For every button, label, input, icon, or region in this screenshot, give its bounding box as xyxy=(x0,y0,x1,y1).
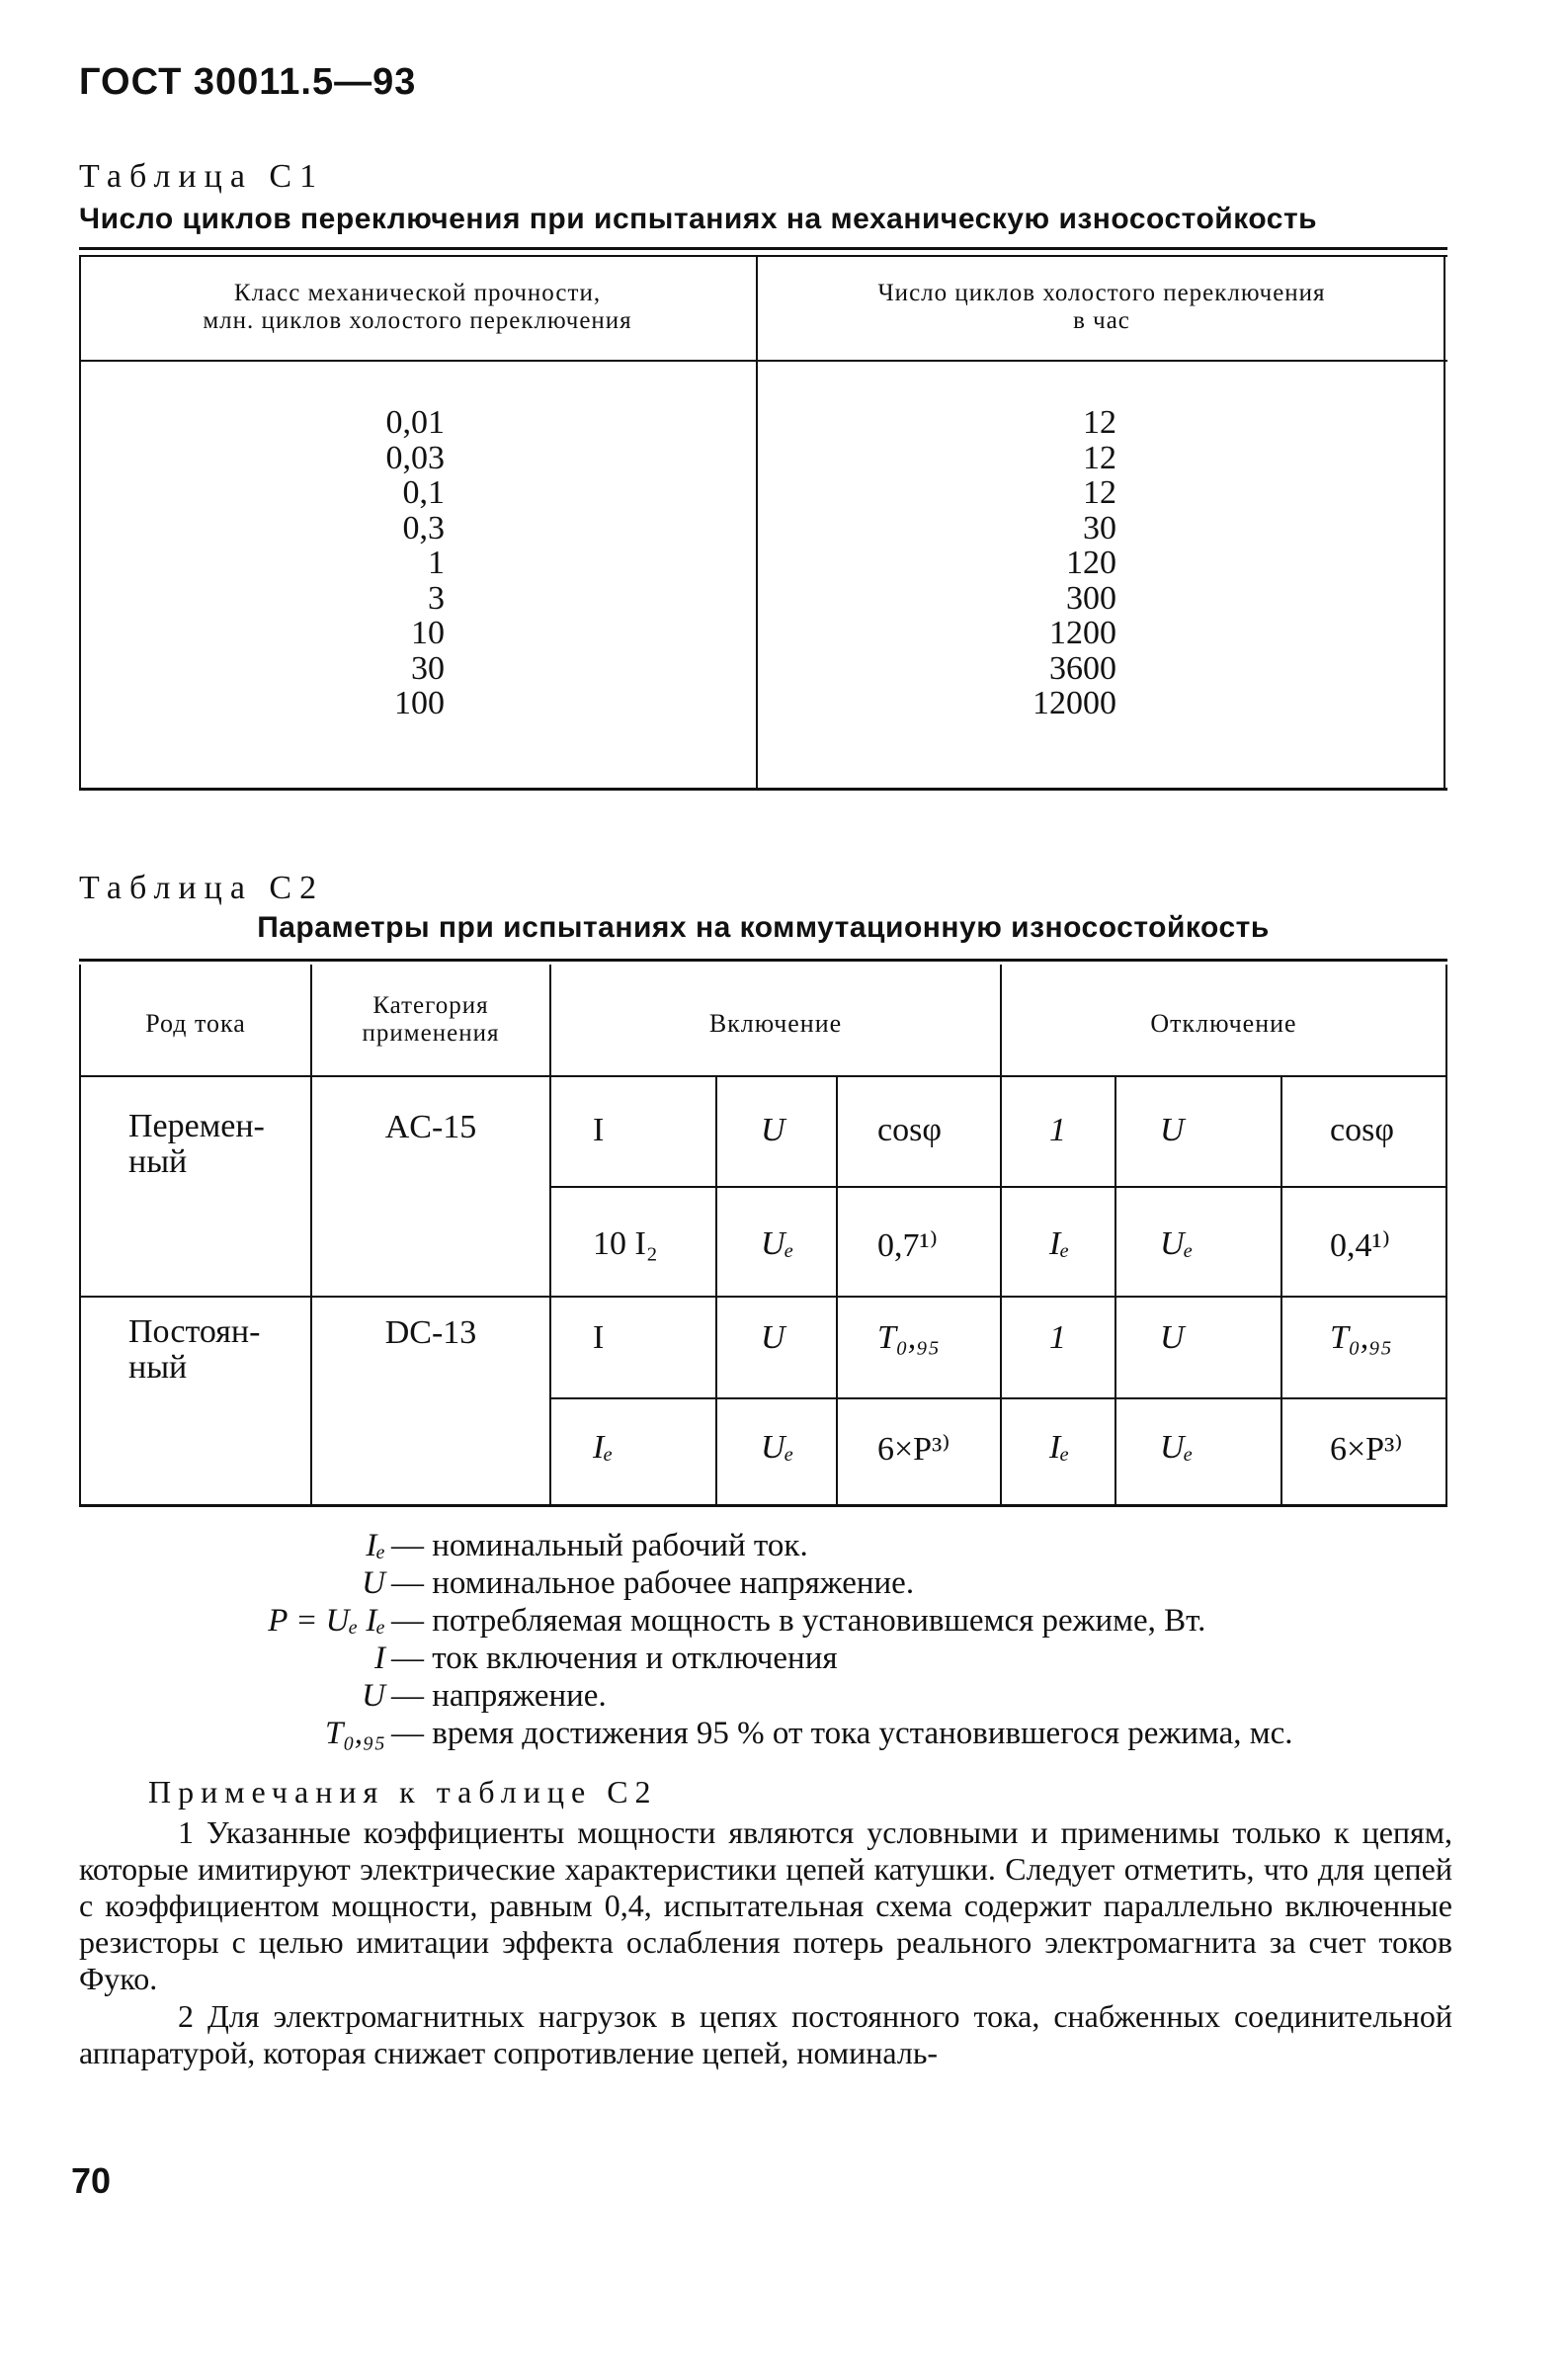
table2-header-off: Отключение xyxy=(1150,1009,1297,1038)
page-number: 70 xyxy=(71,2160,112,2201)
notes-heading: Примечания к таблице С2 xyxy=(148,1774,658,1810)
legend-symbol: I xyxy=(374,1641,385,1676)
table2-header-on: Включение xyxy=(708,1009,843,1038)
legend-text: — ток включения и отключения xyxy=(391,1641,838,1676)
table2-row-ac-on-head-i: I xyxy=(593,1112,605,1148)
table2-row-dc-off-head-u: U xyxy=(1160,1319,1185,1356)
table2-row-ac-off-voltage: Uₑ xyxy=(1160,1225,1194,1262)
table1-col1-value: 0,3 xyxy=(402,509,445,547)
table2-row-dc-off-head-i: 1 xyxy=(1049,1319,1066,1356)
table1-col2-value: 1200 xyxy=(1049,615,1116,651)
table2-row-ac-off-cos: 0,4¹⁾ xyxy=(1330,1227,1391,1264)
table1-col1-value: 100 xyxy=(394,685,445,721)
table1-col2-value: 12 xyxy=(1083,439,1116,476)
table2-row-dc-on-head-i: I xyxy=(593,1319,605,1356)
table2-row-dc-on-voltage: Uₑ xyxy=(761,1429,794,1466)
table1-col1-header-line2: млн. циклов холостого переключения xyxy=(203,307,632,334)
row-dc-current-type-line2: ный xyxy=(128,1349,188,1386)
table2-header-category xyxy=(312,992,549,1048)
table1-col1-header-line1: Класс механической прочности, xyxy=(233,280,602,306)
legend xyxy=(148,1527,1462,1752)
table1-col1-value: 1 xyxy=(428,545,445,581)
legend-symbol: U xyxy=(362,1678,385,1714)
table1-col1-value: 10 xyxy=(411,615,445,651)
table1-caption: Таблица С1 xyxy=(79,158,325,195)
table1-col2-values xyxy=(949,405,1116,721)
legend-text: — напряжение. xyxy=(391,1678,607,1714)
table2-row-ac-current-type xyxy=(128,1109,265,1180)
table2-row-ac-on-head-cos: cosφ xyxy=(877,1112,942,1148)
table2-header-category-line1: Категория xyxy=(372,992,489,1019)
table2-header-current-type: Род тока xyxy=(145,1009,246,1038)
table2-caption: Таблица С2 xyxy=(79,870,325,906)
table2-title: Параметры при испытаниях на коммутационную износостойкость xyxy=(257,911,1270,944)
table2-row-dc-off-current: Iₑ xyxy=(1049,1429,1070,1466)
table1-col2-value: 12 xyxy=(1083,474,1116,511)
note-1: 1 Указанные коэффициенты мощности являются условными и применимы только к цепям, которые имитируют электрические характеристики цепей катушки. Следует отметить, что для цепей с коэффициентом мощности, равным 0,4, испытательная схема содержит параллельно включенные резисторы с целью имитации эффекта ослабления потерь реального электромагнита за счет токов Фуко. xyxy=(79,1814,1452,1996)
table2-row-ac-on-cos: 0,7¹⁾ xyxy=(877,1227,939,1264)
table2-header-category-line2: применения xyxy=(362,1020,500,1047)
table1-col1-value: 0,01 xyxy=(385,404,445,441)
table1-col2-value: 3600 xyxy=(1049,649,1116,687)
table2-row-ac-on-current: 10 I₂ xyxy=(593,1225,658,1262)
note-2: 2 Для электромагнитных нагрузок в цепях постоянного тока, снабженных соединительной аппаратурой, которая снижает сопротивление цепей, номиналь- xyxy=(79,1998,1452,2070)
table1-col2-header-line2: в час xyxy=(1073,307,1130,334)
table1-col1-header xyxy=(89,280,746,335)
table1-col2-value: 300 xyxy=(1066,579,1116,617)
table2-row-ac-off-current: Iₑ xyxy=(1049,1225,1070,1262)
legend-text: — потребляемая мощность в установившемся режиме, Вт. xyxy=(391,1603,1206,1639)
table1-col2-value: 12 xyxy=(1083,404,1116,441)
legend-symbol: P = Uₑ Iₑ xyxy=(268,1603,385,1639)
document-header: ГОСТ 30011.5—93 xyxy=(79,61,417,103)
legend-symbol: Iₑ xyxy=(366,1528,385,1563)
row-ac-current-type-line1: Перемен- xyxy=(128,1108,265,1144)
table2-row-ac-on-voltage: Uₑ xyxy=(761,1225,794,1262)
table1-col2-header xyxy=(766,280,1438,335)
table2-row-dc-off-head-t: T₀,₉₅ xyxy=(1330,1319,1392,1356)
legend-symbol: T₀,₉₅ xyxy=(324,1716,385,1751)
table1-col1-value: 3 xyxy=(428,579,445,617)
table1-col1-value: 0,03 xyxy=(385,439,445,476)
table1-title: Число циклов переключения при испытаниях на механическую износостойкость xyxy=(79,203,1318,235)
table1-col1-value: 30 xyxy=(411,649,445,687)
row-dc-current-type-line1: Постоян- xyxy=(128,1313,261,1350)
table1-col2-header-line1: Число циклов холостого переключения xyxy=(877,280,1326,306)
table1-col2-value: 120 xyxy=(1066,545,1116,581)
table2-row-ac-category: AC-15 xyxy=(384,1109,477,1145)
legend-symbol: U xyxy=(362,1565,385,1601)
legend-text: — номинальное рабочее напряжение. xyxy=(391,1565,915,1601)
table1-col1-value: 0,1 xyxy=(402,474,445,511)
table2-row-ac-off-head-i: 1 xyxy=(1049,1112,1066,1148)
table2-row-dc-on-head-t: T₀,₉₅ xyxy=(877,1319,940,1356)
table2-row-dc-on-head-u: U xyxy=(761,1319,785,1356)
table2-row-dc-on-tconst: 6×P³⁾ xyxy=(877,1431,950,1468)
row-ac-current-type-line2: ный xyxy=(128,1143,188,1180)
table2-row-ac-on-head-u: U xyxy=(761,1112,785,1148)
table2-row-dc-on-current: Iₑ xyxy=(593,1429,614,1466)
table2-row-ac-off-head-u: U xyxy=(1160,1112,1185,1148)
table2-row-ac-off-head-cos: cosφ xyxy=(1330,1112,1394,1148)
table2-row-dc-current-type xyxy=(128,1314,260,1386)
table2-row-dc-off-tconst: 6×P³⁾ xyxy=(1330,1431,1403,1468)
table1-col2-value: 30 xyxy=(1083,509,1116,547)
table2-row-dc-off-voltage: Uₑ xyxy=(1160,1429,1194,1466)
table2-row-dc-category: DC-13 xyxy=(384,1314,477,1351)
legend-text: — время достижения 95 % от тока установившегося режима, мс. xyxy=(391,1716,1293,1751)
table1-col2-value: 12000 xyxy=(1032,685,1116,721)
table1-col1-values xyxy=(296,405,445,721)
legend-text: — номинальный рабочий ток. xyxy=(391,1528,808,1563)
